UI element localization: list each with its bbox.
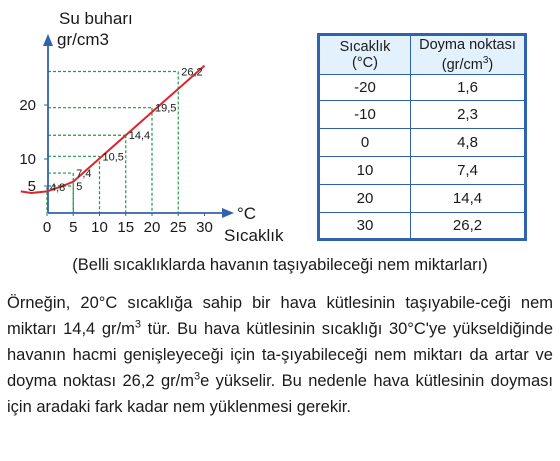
- header-dew-unit: $(gr/cm^3)$: [441, 55, 494, 73]
- table-header-dew-point: [411, 36, 525, 75]
- cell-dew: 26,2: [411, 213, 525, 239]
- cell-temp: 20: [320, 185, 411, 213]
- table-row: [320, 101, 525, 129]
- header-temp-label: Sıcaklık: [339, 39, 391, 55]
- explanation-paragraph: Örneğin, 20°C sıcaklığa sahip bir hava kütlesinin taşıyabile-ceği nem miktarı 14,4 $gr/m^3$ tür. Bu hava kütlesinin sıcaklığı 30°C'ye yükseldiğinde havanın hacmi genişleyeceği için ta-şıyabileceği nem miktarı da artar ve doyma noktası 26,2 $gr/m^3e$ yükselir. Bu nedenle hava kütlesinin doyması için aradaki fark kadar nem yüklenmesi gerekir.: [7, 294, 553, 416]
- x-tick-label: 5: [69, 219, 78, 236]
- header-dew-label: Doyma noktası: [419, 37, 516, 54]
- header-temp-unit: (°C): [352, 55, 378, 71]
- cell-dew: 14,4: [411, 185, 525, 213]
- y-axis-arrow: [43, 34, 53, 46]
- dew-point-chart: [0, 0, 300, 252]
- x-axis-arrow: [222, 208, 234, 218]
- cell-temp: 0: [320, 129, 411, 157]
- cell-dew: 1,6: [411, 75, 525, 101]
- table-row: [320, 75, 525, 101]
- cell-temp: 10: [320, 157, 411, 185]
- dew-point-table: [317, 33, 527, 241]
- cell-dew: 4,8: [411, 129, 525, 157]
- figure-caption: (Belli sıcaklıklarda havanın taşıyabileceği nem miktarları): [72, 256, 488, 274]
- y-tick-label: 10: [19, 151, 36, 168]
- x-tick-label: 25: [169, 219, 187, 236]
- cell-temp: -20: [320, 75, 411, 101]
- y-tick-label: 20: [19, 97, 36, 114]
- table-row: [320, 157, 525, 185]
- x-tick-label: 30: [196, 219, 213, 236]
- x-tick-label: 10: [91, 219, 108, 236]
- table-row: [320, 213, 525, 239]
- guide-lines: [47, 72, 178, 213]
- cell-temp: -10: [320, 101, 411, 129]
- point-value-label: 26,2: [181, 66, 203, 79]
- table-header-temperature: [320, 36, 411, 75]
- cell-temp: 30: [320, 213, 411, 239]
- x-tick-label: 0: [42, 219, 52, 236]
- point-value-label: 5: [76, 181, 83, 193]
- point-value-label: 14,4: [128, 130, 151, 143]
- point-value-label: 19,5: [155, 102, 177, 115]
- y-axis-unit: gr/cm3: [57, 30, 109, 49]
- table-row: [320, 185, 525, 213]
- y-axis-title: Su buharı: [59, 9, 133, 28]
- x-axis-unit: °C: [237, 204, 257, 223]
- axes: [43, 34, 234, 218]
- cell-dew: 7,4: [411, 157, 525, 185]
- point-value-label: 4,8: [50, 182, 66, 195]
- y-tick-label: 5: [27, 178, 36, 195]
- table-row: [320, 129, 525, 157]
- x-axis-title: Sıcaklık: [224, 226, 284, 245]
- cell-dew: 2,3: [411, 101, 525, 129]
- point-value-label: 10,5: [102, 151, 124, 164]
- point-value-label: 7,4: [76, 168, 92, 181]
- x-tick-label: 20: [143, 219, 161, 236]
- x-tick-label: 15: [117, 219, 135, 236]
